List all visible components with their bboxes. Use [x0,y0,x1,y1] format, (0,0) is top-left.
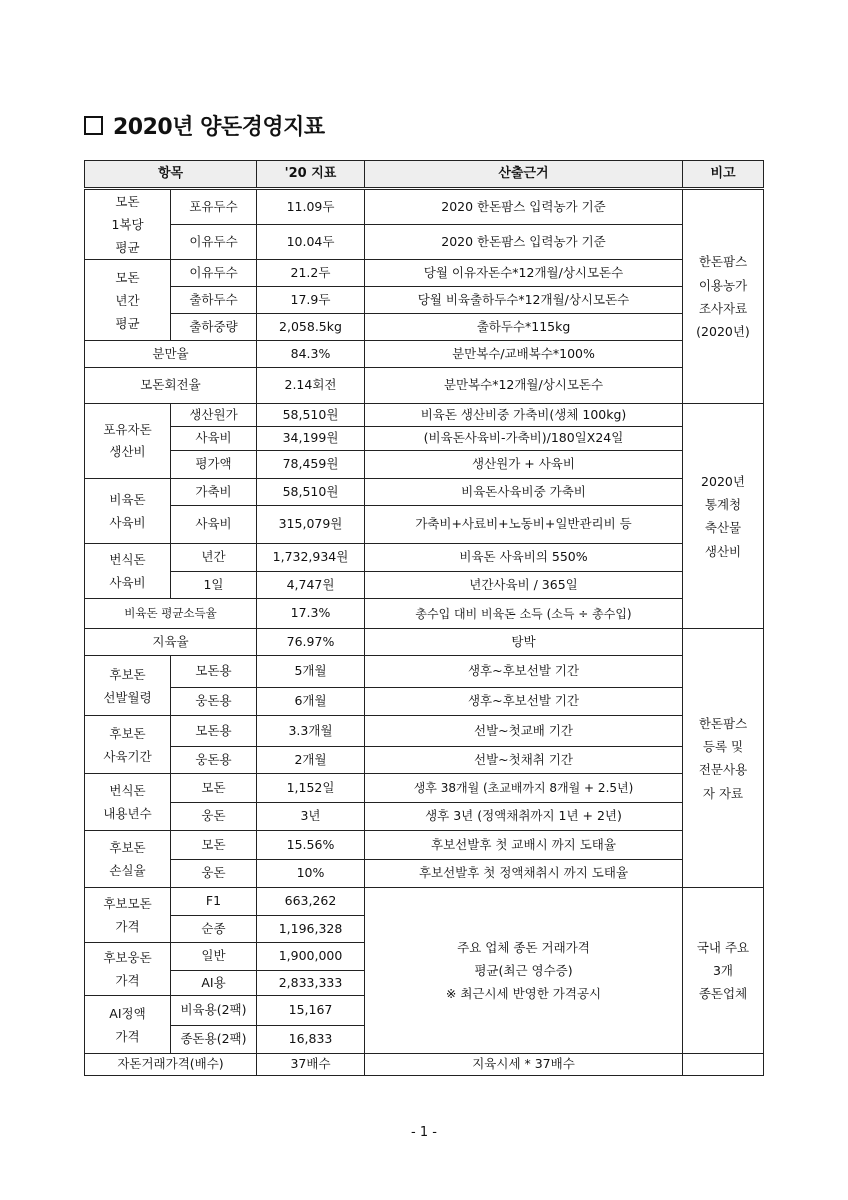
row-label: 사육비 [171,506,257,544]
row-basis: 비육돈 사육비의 550% [365,544,683,572]
row-value: 3.3개월 [257,716,365,747]
row-label: 자돈거래가격(배수) [85,1054,257,1076]
row-basis: 생후 38개월 (초교배까지 8개월 + 2.5년) [365,774,683,803]
row-value: 10.04두 [257,225,365,260]
row-basis: 후보선발후 첫 정액채취시 까지 도태율 [365,860,683,888]
row-label: 웅돈 [171,860,257,888]
row-label: 비육용(2팩) [171,996,257,1026]
group-label: 번식돈 내용년수 [85,774,171,831]
group-label: 번식돈 사육비 [85,544,171,599]
row-label: 모돈 [171,774,257,803]
row-basis: 선발~첫교배 기간 [365,716,683,747]
row-label: 비육돈 평균소득율 [85,599,257,629]
row-label: 순종 [171,916,257,943]
row-value: 15,167 [257,996,365,1026]
row-basis: 생후 3년 (정액채취까지 1년 + 2년) [365,803,683,831]
row-basis: 비육돈 생산비중 가축비(생체 100kg) [365,404,683,427]
page-number: - 1 - [411,1125,437,1140]
row-basis: 당월 이유자돈수*12개월/상시모돈수 [365,260,683,287]
group-label: 포유자돈 생산비 [85,404,171,479]
row-basis: 탕박 [365,629,683,656]
row-value: 58,510원 [257,479,365,506]
row-label: 이유두수 [171,260,257,287]
row-value: 16,833 [257,1026,365,1054]
row-label: 1일 [171,572,257,599]
row-value: 1,196,328 [257,916,365,943]
header-basis: 산출근거 [365,161,683,189]
row-label: 생산원가 [171,404,257,427]
row-value: 17.9두 [257,287,365,314]
note-cell: 한돈팜스 이용농가 조사자료 (2020년) [683,189,764,404]
row-basis: 년간사육비 / 365일 [365,572,683,599]
row-label: 일반 [171,943,257,971]
row-label: 모돈회전율 [85,368,257,404]
row-label: 이유두수 [171,225,257,260]
row-value: 76.97% [257,629,365,656]
row-label: 평가액 [171,451,257,479]
row-basis: 생산원가 + 사육비 [365,451,683,479]
page-title [84,110,325,141]
row-value: 6개월 [257,688,365,716]
row-basis: 비육돈사육비중 가축비 [365,479,683,506]
row-value: 15.56% [257,831,365,860]
row-label: 종돈용(2팩) [171,1026,257,1054]
row-label: F1 [171,888,257,916]
group-label: 비육돈 사육비 [85,479,171,544]
row-value: 58,510원 [257,404,365,427]
row-label: 지육율 [85,629,257,656]
group-label: 후보모돈 가격 [85,888,171,943]
note-cell: 한돈팜스 등록 및 전문사용 자 자료 [683,629,764,888]
pig-management-index-table [84,160,764,1076]
row-label: 포유두수 [171,189,257,225]
row-label: 웅돈용 [171,688,257,716]
row-label: 모돈 [171,831,257,860]
row-value: 1,732,934원 [257,544,365,572]
row-basis: 총수입 대비 비육돈 소득 (소득 ÷ 총수입) [365,599,683,629]
group-label: 모돈 1복당 평균 [85,189,171,260]
row-label: 사육비 [171,427,257,451]
row-label: 출하중량 [171,314,257,341]
row-label: 모돈용 [171,656,257,688]
row-value: 663,262 [257,888,365,916]
row-value: 3년 [257,803,365,831]
group-label: 후보돈 사육기간 [85,716,171,774]
row-basis: 생후~후보선발 기간 [365,656,683,688]
header-note: 비고 [683,161,764,189]
row-value: 17.3% [257,599,365,629]
row-basis: 2020 한돈팜스 입력농가 기준 [365,225,683,260]
page-title-text: 2020년 양돈경영지표 [113,115,325,140]
row-value: 1,152일 [257,774,365,803]
row-value: 21.2두 [257,260,365,287]
group-label: 후보돈 손실율 [85,831,171,888]
row-value: 34,199원 [257,427,365,451]
row-label: 웅돈용 [171,747,257,774]
group-label: 후보돈 선발월령 [85,656,171,716]
checkbox-square-icon [84,116,103,135]
group-label: 후보웅돈 가격 [85,943,171,996]
row-basis: 지육시세 * 37배수 [365,1054,683,1076]
row-label: 출하두수 [171,287,257,314]
row-value: 2,058.5kg [257,314,365,341]
row-value: 78,459원 [257,451,365,479]
note-cell: 국내 주요 3개 종돈업체 [683,888,764,1054]
row-value: 315,079원 [257,506,365,544]
row-value: 11.09두 [257,189,365,225]
group-label: AI정액 가격 [85,996,171,1054]
row-value: 37배수 [257,1054,365,1076]
group-label: 모돈 년간 평균 [85,260,171,341]
price-basis-cell: 주요 업체 종돈 거래가격 평균(최근 영수증) ※ 최근시세 반영한 가격공시 [365,888,683,1054]
row-basis: (비육돈사육비-가축비)/180일X24일 [365,427,683,451]
row-basis: 가축비+사료비+노동비+일반관리비 등 [365,506,683,544]
empty-note-cell [683,1054,764,1076]
row-label: 웅돈 [171,803,257,831]
row-basis: 후보선발후 첫 교배시 까지 도태율 [365,831,683,860]
note-cell: 2020년 통계청 축산물 생산비 [683,404,764,629]
row-label: 모돈용 [171,716,257,747]
row-label: 년간 [171,544,257,572]
header-item: 항목 [85,161,257,189]
row-basis: 출하두수*115kg [365,314,683,341]
row-value: 2개월 [257,747,365,774]
row-value: 10% [257,860,365,888]
row-label: AI용 [171,971,257,996]
row-basis: 선발~첫채취 기간 [365,747,683,774]
row-value: 2.14회전 [257,368,365,404]
header-index: '20 지표 [257,161,365,189]
row-value: 2,833,333 [257,971,365,996]
row-basis: 분만복수*12개월/상시모돈수 [365,368,683,404]
row-value: 84.3% [257,341,365,368]
row-value: 1,900,000 [257,943,365,971]
row-label: 분만율 [85,341,257,368]
row-value: 4,747원 [257,572,365,599]
row-label: 가축비 [171,479,257,506]
row-basis: 생후~후보선발 기간 [365,688,683,716]
row-basis: 당월 비육출하두수*12개월/상시모돈수 [365,287,683,314]
row-basis: 2020 한돈팜스 입력농가 기준 [365,189,683,225]
row-basis: 분만복수/교배복수*100% [365,341,683,368]
row-value: 5개월 [257,656,365,688]
